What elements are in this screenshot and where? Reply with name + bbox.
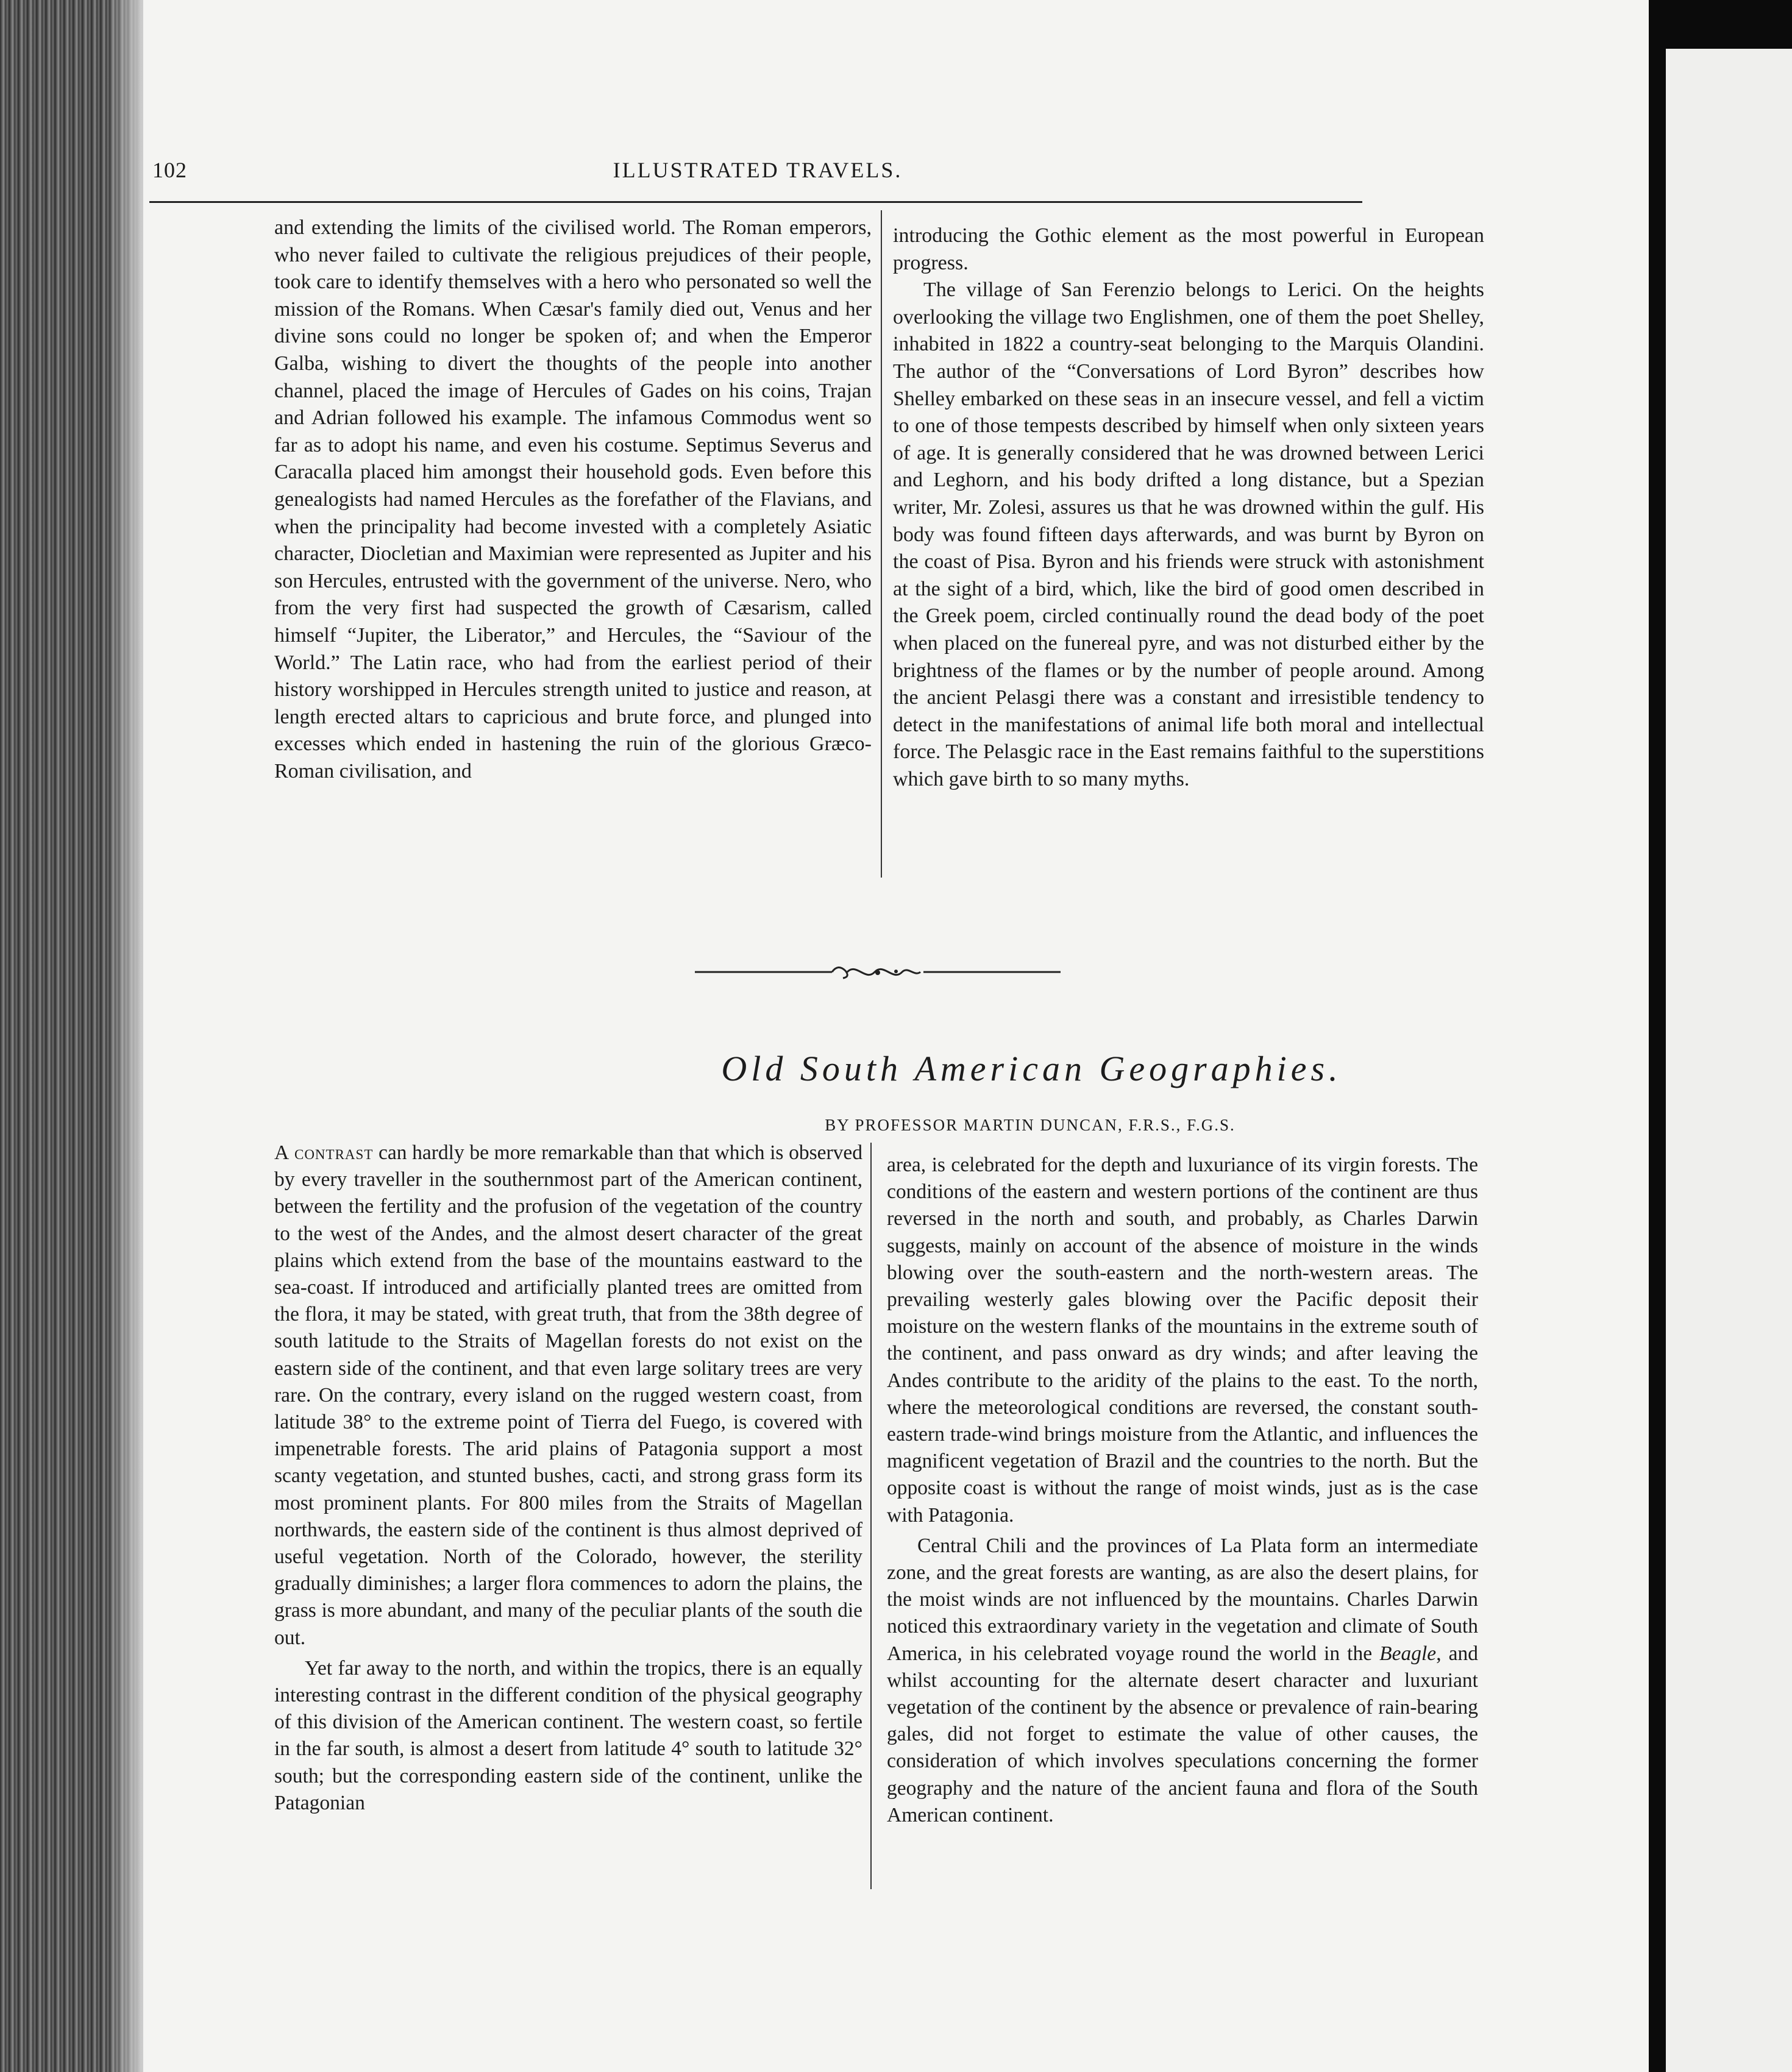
lead-words: A contrast [274, 1141, 374, 1164]
ship-name: Beagle [1379, 1642, 1437, 1665]
article-right-paragraph-2: Central Chili and the provinces of La Plata form an intermediate zone, and the great forests are wanting, as are also the desert plains, for the moist winds are not influenced by the mountains. Charles Darwin noticed this extraordinary variety in the vegetation and climate of South America, in his celebrated voyage round the world in the Beagle, and whilst accounting for the alternate desert character and luxuriant vegetation of the continent by the absence or prevalence of rain-bearing gales, did not forget to estimate the value of other causes, the consideration of which involves speculations concerning the former geography and the nature of the ancient fauna and flora of the South American continent. [887, 1534, 1479, 1826]
article-left-paragraph-1: A contrast can hardly be more remarkable than that which is observed by every traveller in the southernmost part of the American continent, between the fertility and the profusion of the vegetation of the country to the west of the Andes, and the almost desert character of the great plains which extend from the base of the mountains eastward to the sea-coast. If introduced and artificially planted trees are omitted from the flora, it may be stated, with great truth, that from the 38th degree of south latitude to the Straits of Magellan forests do not exist on the eastern side of the continent, and that even large solitary trees are very rare. On the contrary, every island on the rugged western coast, from latitude 38° to the extreme point of Tierra del Fuego, is covered with impenetrable forests. The arid plains of Patagonia support a most scanty vegetation, and stunted bushes, cacti, and strong grass form its most prominent plants. For 800 miles from the Straits of Magellan northwards, the eastern side of the continent is thus almost deprived of useful vegetation. North of the Colorado, however, the sterility gradually diminishes; a larger flora commences to adorn the plains, the grass is more abundant, and many of the peculiar plants of the south die out. [274, 1141, 862, 1649]
header-rule [149, 201, 1362, 203]
top-column-rule [881, 210, 882, 878]
page-number: 102 [152, 158, 187, 182]
running-head: ILLUSTRATED TRAVELS. [613, 158, 903, 182]
ornamental-divider [695, 954, 1061, 990]
top-right-column [893, 222, 1484, 793]
top-right-paragraph-1: introducing the Gothic element as the most powerful in European progress. [893, 224, 1484, 274]
article-left-column [274, 1140, 862, 1817]
book-page-edges [0, 0, 143, 2072]
top-right-paragraph-2: The village of San Ferenzio belongs to Lerici. On the heights overlooking the village two Englishmen, one of them the poet Shelley, inhabited in 1822 a country-seat belonging to the Marquis Olandini. The author of the “Conversations of Lord Byron” describes how Shelley embarked on these seas in an insecure vessel, and fell a victim to one of those tempests described by himself when only sixteen years of age. It is generally considered that he was drowned between Lerici and Leghorn, and his body drifted a long distance, but a Spezian writer, Mr. Zolesi, assures us that he was drowned within the gulf. His body was found fifteen days afterwards, and was burnt by Byron on the coast of Pisa. Byron and his friends were struck with astonishment at the sight of a bird, which, like the bird of good omen described in the Greek poem, circled continually round the dead body of the poet when placed on the funereal pyre, and was not disturbed either by the brightness of the flames or by the number of people around. Among the ancient Pelasgi there was a constant and irresistible tendency to detect in the manifestations of animal life both moral and intellectual force. The Pelasgic race in the East remains faithful to the superstitions which gave birth to so many myths. [893, 279, 1484, 790]
article-byline: BY PROFESSOR MARTIN DUNCAN, F.R.S., F.G.S. [825, 1116, 1236, 1134]
top-left-paragraph: and extending the limits of the civilised world. The Roman emperors, who never failed to cultivate the religious prejudices of their people, took care to identify themselves with a hero who personated so well the mission of the Romans. When Cæsar's family died out, Venus and her divine sons could no longer be spoken of; and when the Emperor Galba, wishing to divert the thoughts of the people into another channel, placed the image of Hercules of Gades on his coins, Trajan and Adrian followed his example. The infamous Commodus went so far as to adopt his name, and even his costume. Septimus Severus and Caracalla placed him amongst their household gods. Even before this genealogists had named Hercules as the forefather of the Flavians, and when the principality had become invested with a completely Asiatic character, Diocletian and Maximian were represented as Jupiter and his son Hercules, entrusted with the government of the universe. Nero, who from the very first had suspected the growth of Cæsarism, called himself “Jupiter, the Liberator,” and Hercules, the “Saviour of the World.” The Latin race, who had from the earliest period of their history worshipped in Hercules strength united to justice and reason, at length erected altars to capricious and brute force, and plunged into excesses which ended in hastening the ruin of the glorious Græco-Roman civilisation, and [274, 216, 872, 782]
facing-page-edge [1649, 0, 1792, 2072]
article-right-column [887, 1152, 1478, 1829]
top-left-column [274, 215, 872, 785]
page-header [152, 157, 1363, 200]
article-right-paragraph-1: area, is celebrated for the depth and luxuriance of its virgin forests. The conditions of the eastern and western portions of the continent are thus reversed in the north and south, and probably, as Charles Darwin suggests, mainly on account of the absence of moisture in the winds blowing over the south-eastern and the north-western areas. The prevailing westerly gales blowing over the Pacific deposit their moisture on the western flanks of the mountains in the extreme south of the continent, and pass onward as dry winds; and after leaving the Andes contribute to the aridity of the plains to the east. To the north, where the meteorological conditions are reversed, the constant south-eastern trade-wind brings moisture from the Atlantic, and influences the magnificent vegetation of Brazil and the countries to the north. But the opposite coast is without the range of moist winds, just as is the case with Patagonia. [887, 1154, 1478, 1527]
article-left-paragraph-2: Yet far away to the north, and within the tropics, there is an equally interesting contrast in the different condition of the physical geography of this division of the American continent. The western coast, so fertile in the far south, is almost a desert from latitude 4° south to latitude 32° south; but the corresponding eastern side of the continent, unlike the Patagonian [274, 1656, 862, 1814]
article-title: Old South American Geographies. [721, 1049, 1342, 1088]
article-column-rule [870, 1143, 872, 1889]
